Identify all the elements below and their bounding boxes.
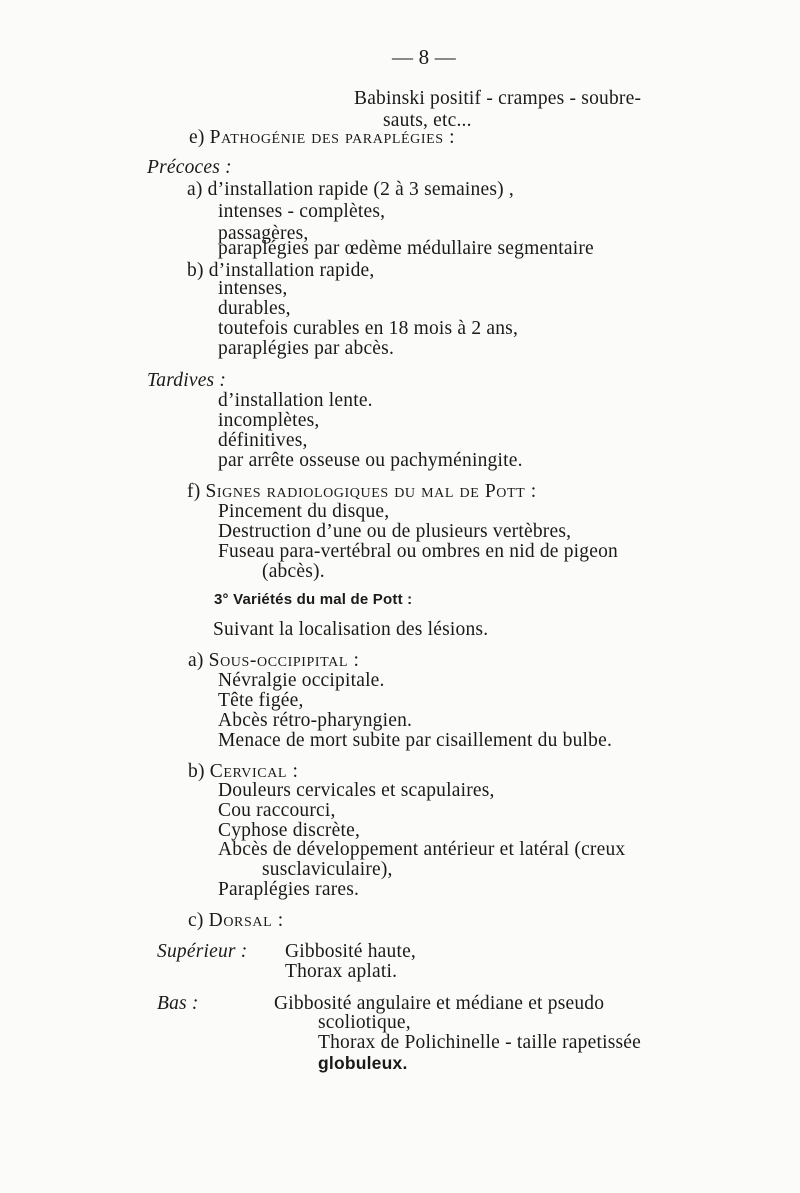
section-heading-f: [187, 481, 537, 503]
text-line: Abcès rétro-pharyngien.: [218, 710, 413, 731]
text-line: Cyphose discrète,: [218, 820, 361, 841]
subheading-tardives: Tardives :: [147, 370, 227, 391]
text-line: Thorax aplati.: [285, 961, 398, 982]
section-letter: e): [189, 127, 205, 148]
section-letter: f): [187, 481, 201, 502]
section-heading-e: [189, 127, 455, 149]
text-line: Tête figée,: [218, 690, 304, 711]
section-title: Sous-occipipital :: [208, 650, 360, 671]
text-line: intenses - complètes,: [218, 201, 386, 222]
text-line: Suivant la localisation des lésions.: [213, 619, 489, 640]
section-title: Cervical :: [209, 761, 299, 782]
section-letter: a): [188, 650, 204, 671]
text-line: par arrête osseuse ou pachyméningite.: [218, 450, 523, 471]
text-line: paraplégies par œdème médullaire segmentaire: [218, 238, 594, 259]
text-line: Pincement du disque,: [218, 501, 390, 522]
text-line: incomplètes,: [218, 410, 320, 431]
text-line: d’installation lente.: [218, 390, 373, 411]
text-line: susclaviculaire),: [262, 859, 393, 880]
text-line: Babinski positif - crampes - soubre-: [354, 88, 642, 109]
text-line: toutefois curables en 18 mois à 2 ans,: [218, 318, 519, 339]
text-line: Fuseau para-vertébral ou ombres en nid de pigeon: [218, 541, 619, 562]
text-line: durables,: [218, 298, 291, 319]
text-line: scoliotique,: [318, 1012, 411, 1033]
text-line: b) d’installation rapide,: [187, 260, 375, 281]
text-line: Menace de mort subite par cisaillement du bulbe.: [218, 730, 613, 751]
text-line: a) d’installation rapide (2 à 3 semaines) ,: [187, 179, 514, 200]
text-line: Paraplégies rares.: [218, 879, 360, 900]
text-line: sauts, etc...: [383, 110, 472, 131]
label-bas: Bas :: [157, 993, 199, 1014]
text-line: Gibbosité haute,: [285, 941, 417, 962]
section-letter: c): [188, 910, 204, 931]
text-line: Douleurs cervicales et scapulaires,: [218, 780, 495, 801]
text-line: Cou raccourci,: [218, 800, 336, 821]
section-title: Pathogénie des paraplégies :: [209, 127, 456, 148]
text-line: (abcès).: [262, 561, 325, 582]
text-line: définitives,: [218, 430, 308, 451]
text-line: Gibbosité angulaire et médiane et pseudo: [274, 993, 605, 1014]
label-superieur: Supérieur :: [157, 941, 248, 962]
section-title: Signes radiologiques du mal de Pott :: [205, 481, 537, 502]
text-line: Destruction d’une ou de plusieurs vertèbres,: [218, 521, 572, 542]
text-line: paraplégies par abcès.: [218, 338, 395, 359]
text-line: globuleux.: [318, 1053, 408, 1073]
section-heading-a: [188, 650, 360, 672]
section-letter: b): [188, 761, 205, 782]
section-heading-c: [188, 910, 284, 932]
section-heading-3: 3° Variétés du mal de Pott :: [214, 591, 413, 608]
text-line: intenses,: [218, 278, 288, 299]
text-line: passagères,: [218, 223, 309, 244]
page-number: — 8 —: [392, 45, 456, 69]
text-line: Abcès de développement antérieur et latéral (creux: [218, 839, 626, 860]
subheading-precoces: Précoces :: [147, 157, 232, 178]
text-line: Névralgie occipitale.: [218, 670, 385, 691]
section-title: Dorsal :: [208, 910, 284, 931]
text-line: Thorax de Polichinelle - taille rapetissée: [318, 1032, 641, 1053]
